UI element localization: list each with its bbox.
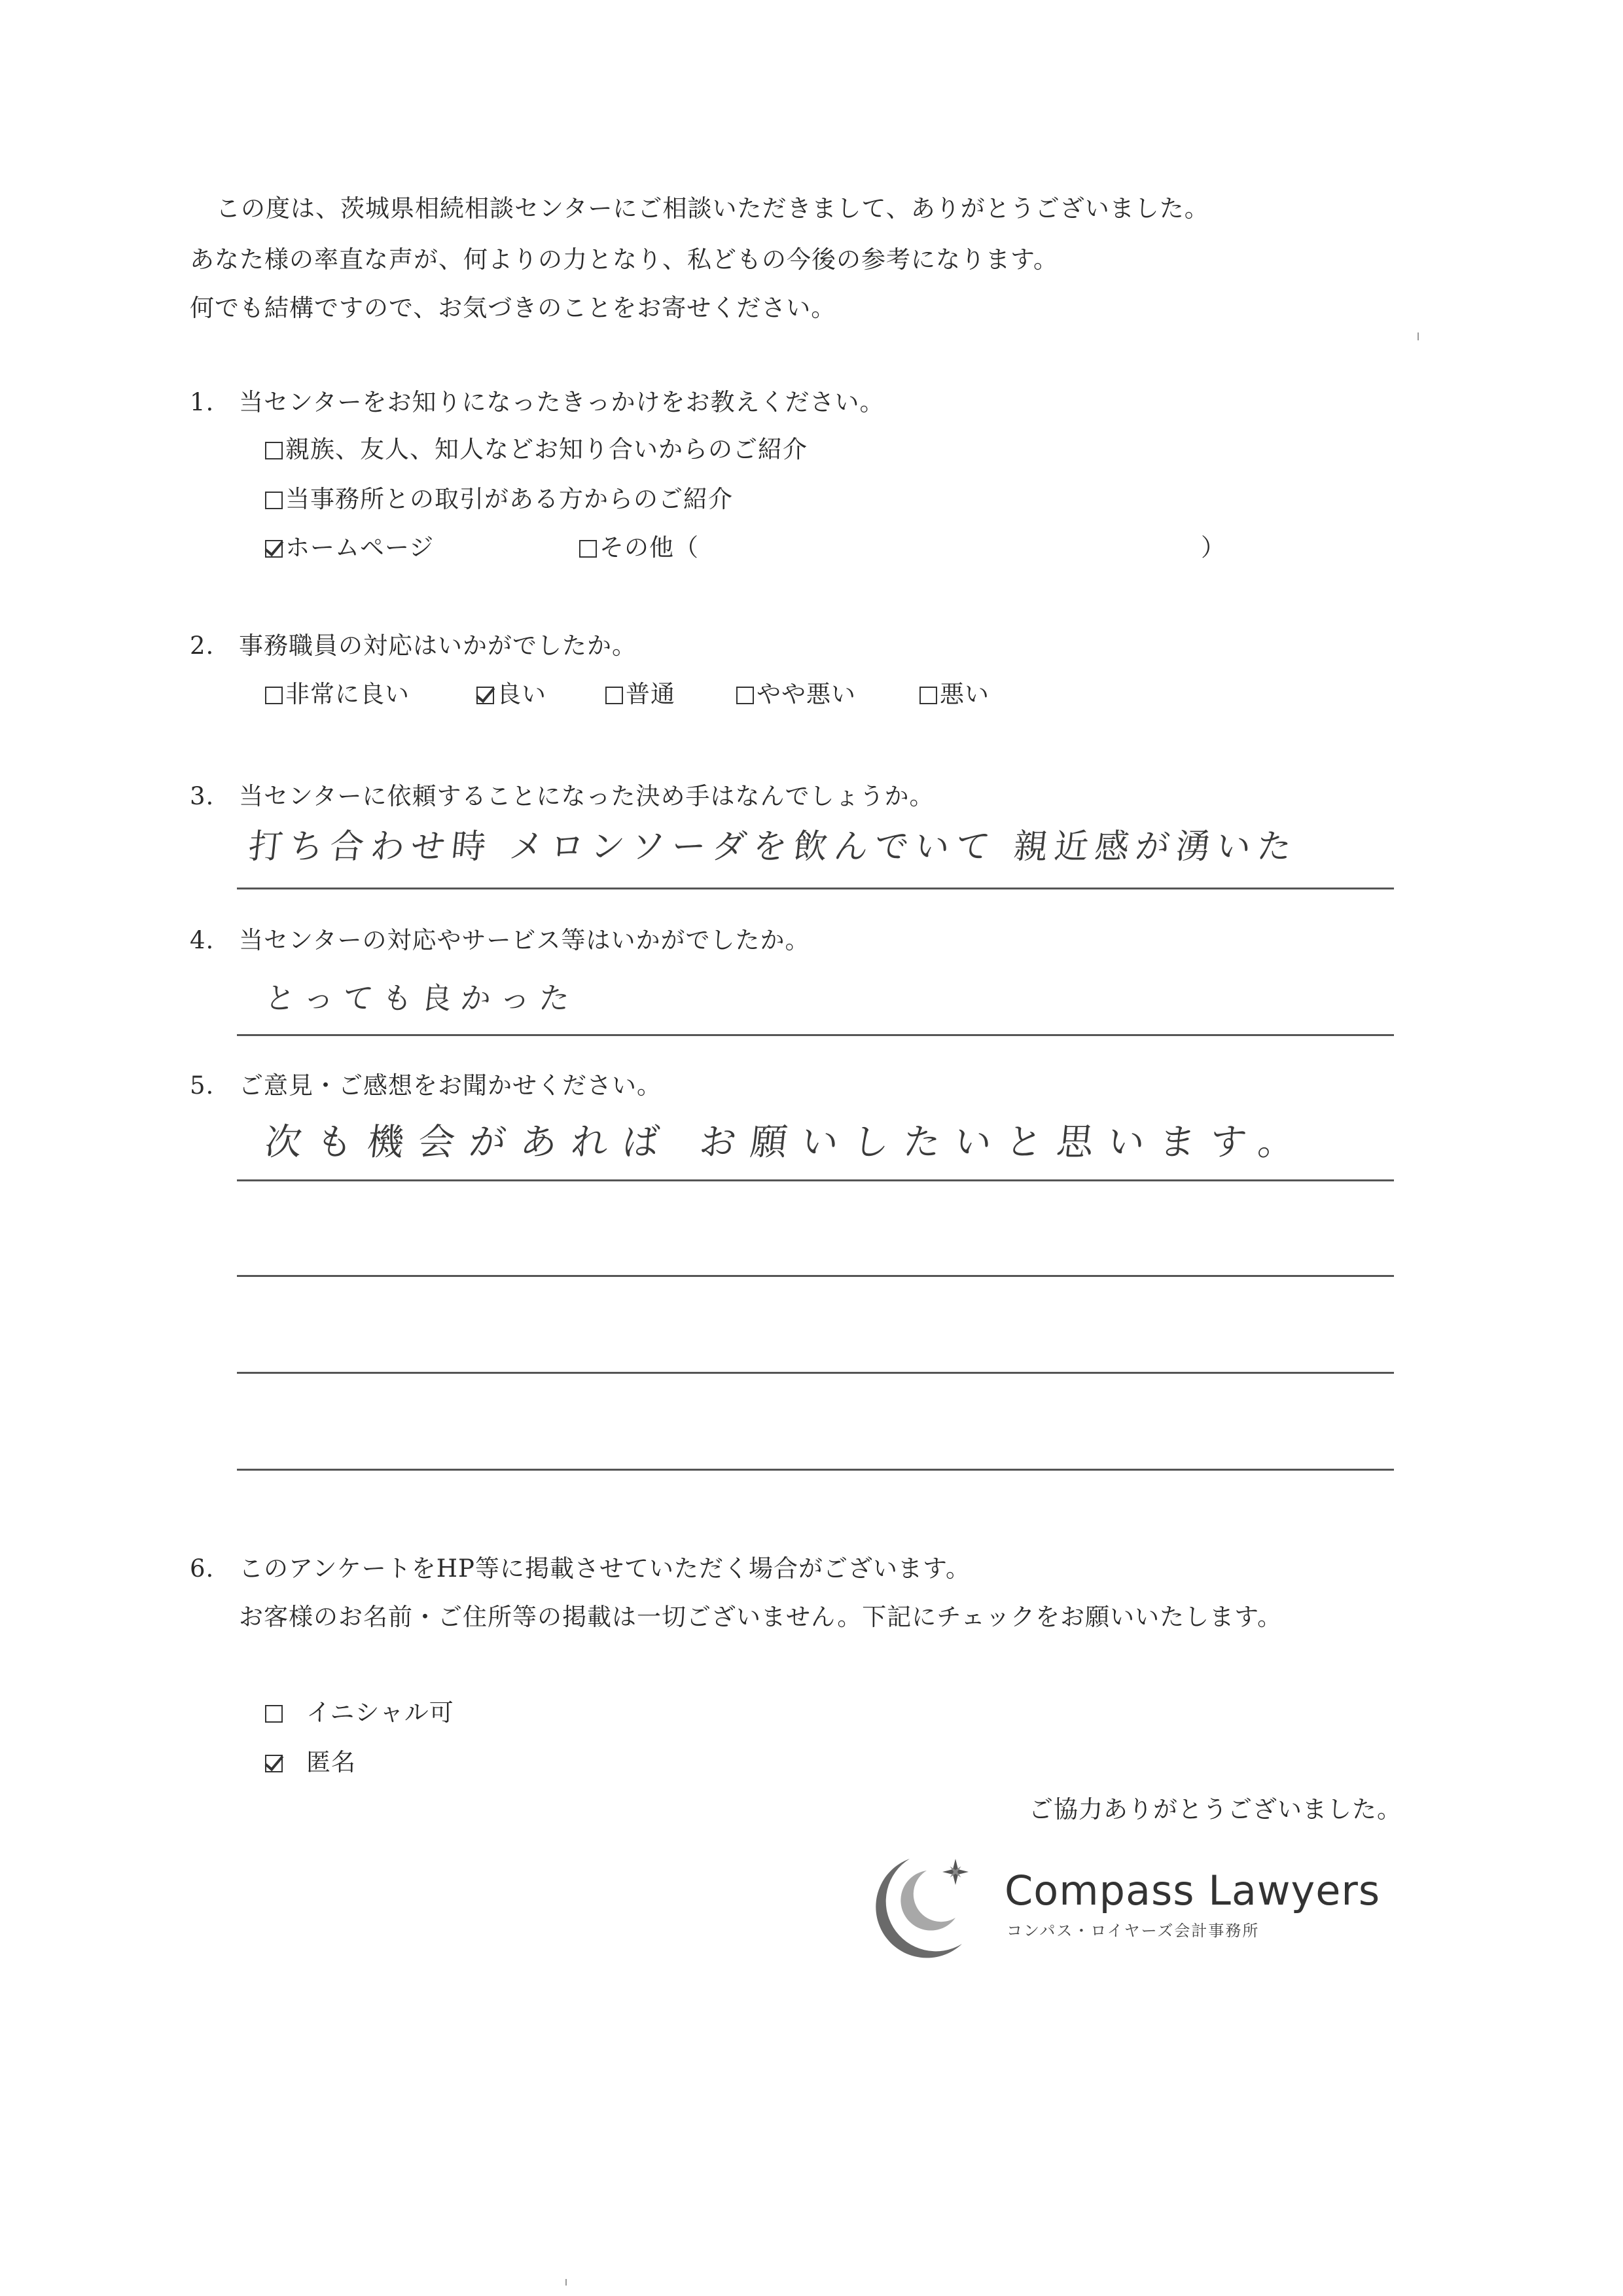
question-4-number: 4. bbox=[190, 926, 215, 954]
q6-option-anonymous-label: 匿名 bbox=[306, 1748, 356, 1776]
q1-option-client-referral-checkbox[interactable] bbox=[265, 492, 283, 509]
question-4-answer-line bbox=[237, 1034, 1394, 1036]
question-5-answer-line-4 bbox=[237, 1469, 1394, 1471]
q2-option-bad-checkbox[interactable] bbox=[919, 687, 937, 704]
q6-option-anonymous-checkbox[interactable] bbox=[265, 1755, 283, 1772]
question-4-answer[interactable]: とっても良かった bbox=[263, 980, 580, 1016]
question-6-text-2: お客様のお名前・ご住所等の掲載は一切ございません。下記にチェックをお願いいたします。 bbox=[239, 1603, 1283, 1631]
scan-speck-bottom bbox=[565, 2279, 567, 2286]
question-4-text: 当センターの対応やサービス等はいかがでしたか。 bbox=[239, 926, 810, 954]
question-3-number: 3. bbox=[190, 782, 215, 810]
q1-option-referral-label: 親族、友人、知人などお知り合いからのご紹介 bbox=[285, 435, 808, 463]
q2-option-good-label: 良い bbox=[497, 680, 546, 708]
q1-option-other-label: その他（ bbox=[599, 533, 699, 562]
q2-option-average[interactable] bbox=[605, 682, 675, 706]
q2-option-average-label: 普通 bbox=[626, 680, 675, 708]
logo-subname: コンパス・ロイヤーズ会計事務所 bbox=[1007, 1922, 1260, 1940]
q1-option-other-checkbox[interactable] bbox=[579, 540, 597, 558]
q2-option-bad-label: 悪い bbox=[940, 680, 990, 708]
q1-option-client-referral[interactable] bbox=[265, 487, 733, 511]
q1-option-homepage-label: ホームページ bbox=[285, 533, 435, 562]
question-5-answer[interactable]: 次も機会があれば お願いしたいと思います。 bbox=[262, 1121, 1311, 1164]
q1-option-homepage[interactable] bbox=[265, 535, 434, 560]
question-2-text: 事務職員の対応はいかがでしたか。 bbox=[239, 632, 637, 660]
question-5-answer-line-1 bbox=[237, 1179, 1394, 1181]
intro-line-3: 何でも結構ですので、お気づきのことをお寄せください。 bbox=[190, 294, 836, 322]
logo-name: Compass Lawyers bbox=[1005, 1867, 1381, 1914]
q2-option-somewhat-bad[interactable] bbox=[736, 682, 856, 706]
scan-speck bbox=[1418, 332, 1419, 340]
question-2-number: 2. bbox=[190, 632, 215, 660]
q2-option-average-checkbox[interactable] bbox=[605, 687, 623, 704]
closing-thanks: ご協力ありがとうございました。 bbox=[1029, 1795, 1402, 1823]
q2-option-bad[interactable] bbox=[919, 682, 990, 706]
q2-option-very-good-checkbox[interactable] bbox=[265, 687, 283, 704]
question-5-answer-line-3 bbox=[237, 1372, 1394, 1374]
q6-option-initial-ok[interactable] bbox=[265, 1700, 454, 1725]
crescent-star-icon bbox=[864, 1852, 969, 1964]
question-5-answer-line-2 bbox=[237, 1275, 1394, 1277]
q6-option-initial-ok-checkbox[interactable] bbox=[265, 1705, 283, 1723]
q2-option-somewhat-bad-label: やや悪い bbox=[757, 680, 856, 708]
question-6-number: 6. bbox=[190, 1554, 215, 1583]
q6-option-anonymous[interactable] bbox=[265, 1750, 356, 1774]
q1-option-referral-checkbox[interactable] bbox=[265, 442, 283, 459]
q2-option-very-good[interactable] bbox=[265, 682, 410, 706]
q1-option-other[interactable] bbox=[579, 535, 699, 560]
question-3-answer[interactable]: 打ち合わせ時 メロンソーダを飲んでいて 親近感が湧いた bbox=[246, 827, 1300, 867]
q2-option-somewhat-bad-checkbox[interactable] bbox=[736, 687, 754, 704]
question-6-text-1: このアンケートをHP等に掲載させていただく場合がございます。 bbox=[239, 1554, 971, 1583]
q1-option-homepage-checkbox[interactable] bbox=[265, 540, 283, 558]
question-5-text: ご意見・ご感想をお聞かせください。 bbox=[239, 1071, 662, 1100]
question-3-answer-line bbox=[237, 888, 1394, 889]
q1-option-referral[interactable] bbox=[265, 437, 808, 461]
question-1-number: 1. bbox=[190, 388, 215, 416]
intro-line-2: あなた様の率直な声が、何よりの力となり、私どもの今後の参考になります。 bbox=[190, 245, 1059, 274]
q2-option-good[interactable] bbox=[476, 682, 546, 706]
q2-option-very-good-label: 非常に良い bbox=[285, 680, 410, 708]
question-5-number: 5. bbox=[190, 1071, 215, 1100]
q1-other-close-paren: ） bbox=[1201, 533, 1226, 562]
q6-option-initial-ok-label: イニシャル可 bbox=[306, 1698, 454, 1727]
q2-option-good-checkbox[interactable] bbox=[476, 687, 494, 704]
intro-line-1: この度は、茨城県相続相談センターにご相談いただきまして、ありがとうございました。 bbox=[216, 194, 1209, 223]
question-3-text: 当センターに依頼することになった決め手はなんでしょうか。 bbox=[239, 782, 935, 810]
question-1-text: 当センターをお知りになったきっかけをお教えください。 bbox=[239, 388, 885, 416]
q1-option-client-referral-label: 当事務所との取引がある方からのご紹介 bbox=[285, 485, 733, 513]
